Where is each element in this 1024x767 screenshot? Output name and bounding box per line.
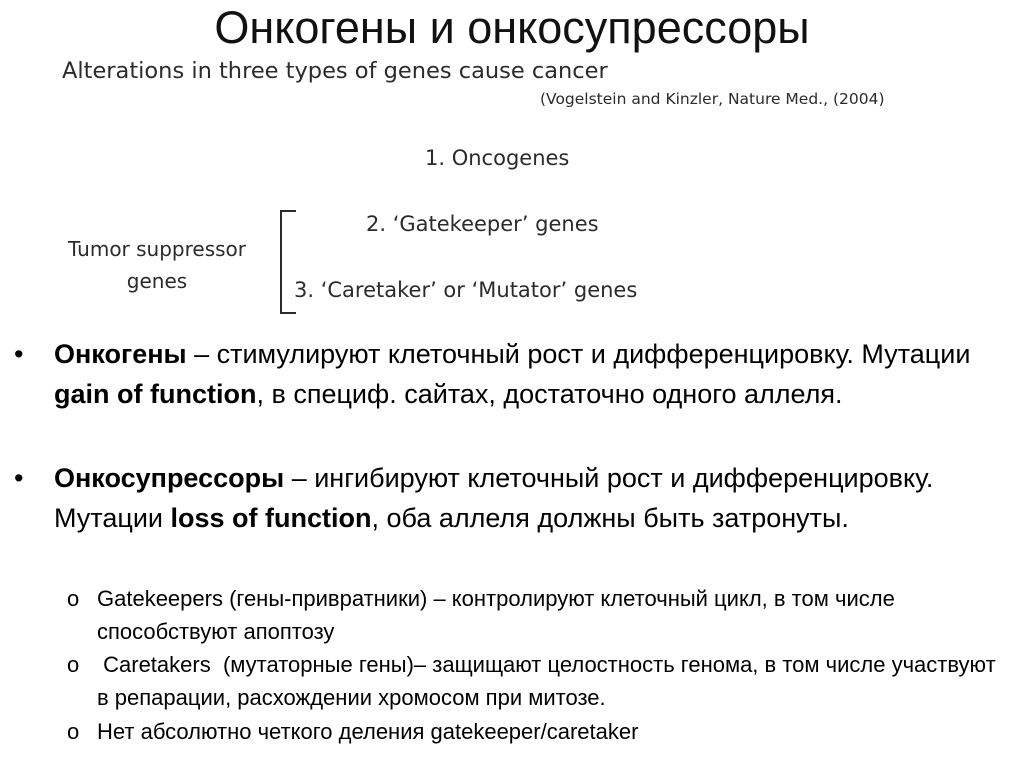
figure-side-label-line1: Tumor suppressor — [67, 237, 247, 261]
bullet-text: , в специф. сайтах, достаточно одного аллеля. — [256, 379, 843, 409]
bullet-emphasis: loss of function — [170, 503, 372, 533]
figure-heading: Alterations in three types of genes cause cancer — [62, 58, 608, 84]
bullet-tumor-suppressors — [14, 458, 1014, 538]
figure-item-gatekeeper: 2. ‘Gatekeeper’ genes — [366, 212, 599, 236]
figure-side-label-line2: genes — [126, 269, 188, 293]
figure-item-caretaker: 3. ‘Caretaker’ or ‘Mutator’ genes — [294, 278, 638, 302]
bullet-term: Онкогены — [54, 339, 187, 369]
bullet-marker: • — [14, 339, 24, 369]
subbullet-text: Gatekeepers (гены-привратники) – контролируют клеточный цикл, в том числе способствуют апоптозу — [97, 586, 895, 644]
subbullet-text: Caretakers (мутаторные гены)– защищают целостность генома, в том числе участвуют в репарации, расхождении хромосом при митозе. — [97, 652, 1002, 710]
bullet-text: – ингибируют клеточный рост и дифференцировку. Мутации — [54, 463, 934, 533]
figure-citation: (Vogelstein and Kinzler, Nature Med., (2004) — [540, 90, 885, 108]
figure-item-oncogenes: 1. Oncogenes — [425, 146, 570, 170]
bullet-text: – стимулируют клеточный рост и дифференцировку. Мутации — [186, 339, 971, 369]
subbullet-marker: o — [67, 586, 80, 611]
subbullet-text: Нет абсолютно четкого деления gatekeeper/caretaker — [97, 719, 639, 744]
slide-title: Онкогены и онкосупрессоры — [214, 2, 810, 53]
bullet-marker: • — [14, 463, 24, 493]
bullet-oncogenes — [14, 334, 1014, 414]
subbullet-gatekeepers — [67, 582, 997, 648]
figure-gene-types — [0, 0, 1024, 330]
bullet-term: Онкосупрессоры — [54, 463, 285, 493]
subbullet-marker: o — [67, 719, 80, 744]
bullet-emphasis: gain of function — [54, 379, 257, 409]
figure-side-label — [40, 233, 274, 297]
subbullet-marker: o — [67, 652, 80, 677]
subbullet-caretakers — [67, 648, 1002, 714]
bracket-icon — [280, 210, 296, 314]
bullet-text: , оба аллеля должны быть затронуты. — [371, 503, 849, 533]
subbullet-no-strict-division — [67, 715, 997, 748]
